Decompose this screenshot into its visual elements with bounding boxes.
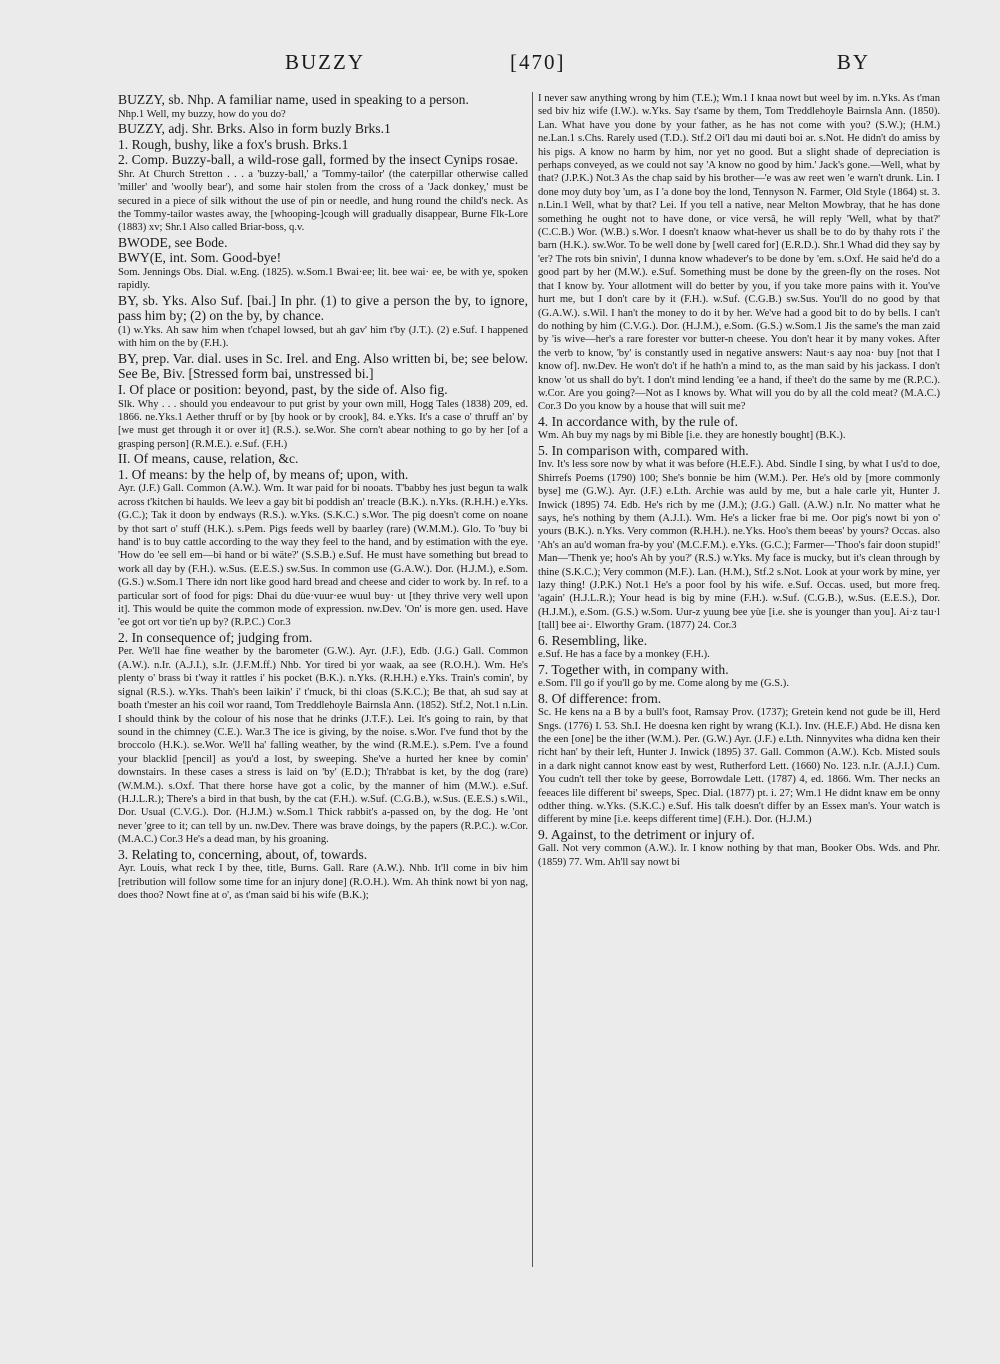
- sense-heading: 1. Rough, bushy, like a fox's brush. Brks.1: [118, 136, 349, 152]
- citation-paragraph: I never saw anything wrong by him (T.E.); Wm.1 I knaa nowt but weel by im. n.Yks. As t'man sed biv hiz wife (I.W.). w.Yks. Say t'same by them, Tom Treddlehoyle Bairnsla Ann. (1850). Lan. What have you done by your father, as he has not come with you? (S.W.); (H.M.) ne.Lan.1 s.Chs. Rarely used (T.D.). Stf.2 Oi'l dəu mi dəuti boi ər. s.Not. He didn't do amiss by his pigs. A know no harm by him, nor yet no good. But a slight shade of depreciation is perhaps conveyed, as we could not say 'A know no good by him.' Jack's gone.—Well, what by that? (J.P.K.) Not.3 As the chap said by his brother—'e was aw reet wen 'e warn't drunk. Lin. I done moy duty boy 'um, as I 'a done boy the lond, Tennyson N. Farmer, Old Style (1864) st. 3. n.Lin.1 Well, what by that? Lei. If you tell a native, near Melton Mowbray, that he has done something he ought not to have done, or vice versâ, he will reply 'Well, what by that?' (C.C.B.) Wor. (W.B.) s.Wor. I doesn't knaow what-hever us shall be to do by thahy rots i' the barn (H.K.). sw.Wor. To be well done by [well cared for] (E.R.D.). Shr.1 Whad did they say by 'er? The rots bin snivin', I dunna know whadever's to be done by 'em. s.Oxf. He said he'd do a good part by her (M.W.). e.Suf. Something must be done by the green-fly on the roses. Not that I know by. Your allotment will do better by you, if you take more pains with it. You've hurt me, but I don't care by it (F.H.). w.Suf. (C.G.B.) sw.Sus. You'll do no good by that (G.A.W.). s.Wil. I han't the money to do it by her. We've had a good bit to do by bells. I can't do nothing by him (C.V.G.). Dor. (H.J.M.), e.Som. (G.S.) w.Som.1 Jis the same's the man zaid by 'is wive—her's a rare forester vor butter-n cheese. You don't hear it by many vokes. After the verb to know, 'by' is constantly used in negative answers: Naut·s aay noa· buy [not that I know of]. nw.Dev. He won't do't if he hath'n a mind to, as the man said by his jackass. I don't know 'ot us shall do by't. I don't mind lending 'ee a hand, if thee't do the same by me (R.P.C.). w.Cor. Are you going?—Not as I knows by. What will you do by all the cold meat? (M.A.C.) Cor.3 Do you know by a house that will suit me?: [538, 93, 940, 413]
- header-left-word: BUZZY: [285, 50, 365, 74]
- citation-paragraph: e.Som. I'll go if you'll go by me. Come along by me (G.S.).: [538, 678, 789, 690]
- citation-paragraph: Wm. Ah buy my nags by mi Bible [i.e. they are honestly bought] (B.K.).: [538, 430, 846, 442]
- sense-heading: 3. Relating to, concerning, about, of, towards.: [118, 846, 368, 862]
- sense-heading: 1. Of means: by the help of, by means of; upon, with.: [118, 466, 409, 482]
- citation-paragraph: Ayr. Louis, what reck I by thee, title, Burns. Gall. Rare (A.W.). Nhb. It'll come in biv him [retribution will follow some time for an injury done] (R.O.H.). Wm. Ah think nowt bi yon nag, does thoo? Nowt fine at o', as t'man said bi his wife (B.K.);: [118, 863, 528, 901]
- citation-paragraph: Ayr. (J.F.) Gall. Common (A.W.). Wm. It war paid for bi nooats. T'babby hes just begun ta walk across t'kitchen bi haulds. We leev a gay bit bi poddish an' treacle (B.K.). n.Yks. (R.H.H.) e.Yks. (G.C.); Tak it doon by endways (R.S.). w.Yks. (S.K.C.) s.Wor. The pig doesn't come on noane by thot sart o' stuff (H.K.). s.Pem. Pigs feeds well by baarley (rare) (W.M.M.). Glo. To 'buy bi hand' is to buy cattle according to the way they feel to the hand, and by estimation with the eye. 'How do 'ee sell em—bi hand or bi wäte?' (S.S.B.) e.Suf. He must have something but bread to work all day by (F.H.). w.Sus. (E.E.S.) sw.Sus. In common use (G.A.W.). Dor. (H.J.M.), e.Som. (G.S.) w.Som.1 There idn nort like good hard bread and cheese and cider to work by. In ref. to a particular sort of food for pigs: Dhai du dùe·vuur·ee wuul buy· ut [they thrive very well upon it]. This would be quite the common mode of expression. nw.Dev. 'On' is more gen. used. Have 'ee got ort vor tie'n up by? (R.P.C.) Cor.3: [118, 483, 528, 629]
- dictionary-entry: BY, sb. Yks. Also Suf. [bai.] In phr. (1) to give a person the by, to ignore, pass him by; (2) on the by, by chance.: [118, 292, 528, 324]
- column-divider: [532, 92, 533, 1267]
- left-column: [118, 92, 528, 1292]
- sense-heading: II. Of means, cause, relation, &c.: [118, 451, 299, 467]
- sense-heading: I. Of place or position: beyond, past, by the side of. Also fig.: [118, 382, 448, 397]
- citation-paragraph: Sc. He kens na a B by a bull's foot, Ramsay Prov. (1737); Gretein kend not gude be ill, Herd Sngs. (1776) I. 53. Sh.I. He doesna ken right by wrang (K.I.). Inv. (H.E.F.) Abd. He disna ken the een [one] be the ither (W.M.). Per. (G.W.) Ayr. (J.F.) e.Lth. Ninnyvites wha didna ken their richt han' by their left, Hunter J. Inwick (1895) 37. Gall. Common (A.W.). Kcb. Misted souls in a dark night cannot know east by west, Rutherford Lett. (1660) No. 123. n.Ir. (A.J.I.) Cum. You cudn't tell ther toke by geese, Borrowdale Lett. (1787) 4, ed. 1866. Wm. Ther necks an feeaces lile different bi' sweeps, Spec. Dial. (1877) pt. i. 27; Wm.1 He didnt knaw em be onny odther thing. w.Yks. (S.K.C.) e.Suf. His talk doesn't differ by an Essex man's. Your watch is different by mine [i.e. keeps different time] (F.H.). Dor. (H.J.M.): [538, 707, 940, 826]
- sense-heading: 8. Of difference: from.: [538, 690, 662, 706]
- citation-paragraph: Slk. Why . . . should you endeavour to put grist by your own mill, Hogg Tales (1838) 209, ed. 1866. ne.Yks.1 Aether thruff or by [by hook or by crook], 84. e.Yks. It's a case o' thruff an' by [we must get through it or over it] (R.S.). se.Wor. She corn't abear nothing to go by her [of a grasping person] (R.M.E.). e.Suf. (F.H.): [118, 398, 528, 450]
- citation-paragraph: Nhp.1 Well, my buzzy, how do you do?: [118, 108, 286, 120]
- citation-paragraph: Per. We'll hae fine weather by the barometer (G.W.). Ayr. (J.F.), Edb. (J.G.) Gall. Common (A.W.). n.Ir. (A.J.I.), s.Ir. (J.F.M.ff.) Nhb. Yor tired bi yor waak, aa see (R.O.H.). Wm. He's plenty o' brass bi t'way it rattles i' his pocket (B.K.). n.Yks. (R.H.H.) e.Yks. Train's comin', by signal (R.S.). w.Yks. Thah's been laikin' i' t'muck, bi thi cloas (S.K.C.); Be that, ah sud say at boath t'mester an his coil wor raand, Tom Treddlehoyle Bairnsla Ann. (1852). Stf.2, Not.1 n.Lin. I should think by the colour of his nose that he drinks (J.T.F.). Lei. It's going to rain, by that sound in the chimney (C.E.). War.3 The ice is giving, by the noise. s.Wor. I've fund thot by the broccolo (H.K.). se.Wor. We'll ha' falling weather, by the wind (R.M.E.). s.Pem. I've a found your blacklid [pencil] as you'd a lost, by sweeping. She've a hurted her knee by comin' downstairs. In these cases a stress is laid on 'by' (E.D.); Th'rabbat is ket, by the dog (rare) (W.M.M.). s.Oxf. That there horse have got a colic, by the manner of him (M.W.). e.Suf. (H.J.L.R.); There's a bird in that bush, by the cat (F.H.). w.Suf. (C.G.B.), w.Sus. (E.E.S.) s.Wil., Dor. Usual (C.V.G.). Dor. (H.J.M.) w.Som.1 Thick rabbit's a-passed on, by the dog. He 'ont never 'gree to it; can tell by un. nw.Dev. There was brave doings, by the papers (R.P.C.). w.Cor. (M.A.C.) Cor.3 He's a dead man, by his groaning.: [118, 646, 528, 846]
- sense-heading: 2. Comp. Buzzy-ball, a wild-rose gall, formed by the insect Cynips rosae.: [118, 152, 519, 168]
- citation-paragraph: Gall. Not very common (A.W.). Ir. I know nothing by that man, Booker Obs. Wds. and Phr. (1859) 77. Wm. Ah'll say nowt bi: [538, 843, 940, 868]
- sense-heading: 4. In accordance with, by the rule of.: [538, 413, 739, 429]
- dictionary-entry: BWY(E, int. Som. Good-bye!: [118, 250, 282, 266]
- citation-paragraph: Som. Jennings Obs. Dial. w.Eng. (1825). w.Som.1 Bwai·ee; lit. bee wai· ee, be with ye, spoken rapidly.: [118, 267, 528, 292]
- sense-heading: 2. In consequence of; judging from.: [118, 629, 313, 645]
- right-column: [538, 92, 940, 1272]
- dictionary-entry: BUZZY, adj. Shr. Brks. Also in form buzly Brks.1: [118, 121, 391, 136]
- dictionary-entry: BWODE, see Bode.: [118, 234, 228, 250]
- running-header: [90, 50, 870, 90]
- citation-paragraph: Inv. It's less sore now by what it was before (H.E.F.). Abd. Sindle I sing, by what I us'd to doe, Shirrefs Poems (1790) 100; She's bonnie be him (W.M.). Per. He's old by [more commonly byse] me (G.W.). Ayr. (J.F.) e.Lth. Archie was auld by me, but a hale carle yit, Hunter J. Inwick (1895) 74. Edb. He's rich by me (J.M.); (J.G.) Gall. (A.W.) n.Ir. No matter what he says, he's nothing by them (A.J.I.). Wm. He's a licker frae bi me. Oor pig's nowt bi yon o' yours (B.K.). n.Yks. Very common (R.H.H.). ne.Yks. Hoo's them beeas' by yours? Occas. also 'Ah's an au'd woman fra-by you' (M.C.F.M.). e.Yks. (G.C.); Farmer—'Thoo's fair doon stupid!' Man—'Thenk ye; hoo's Ah by you?' (R.S.) w.Yks. My face is mucky, but it's clean through by thine (S.K.C.); Very common (M.F.). Lan. (H.M.), Stf.2 s.Not. Look at your work by mine, yer lazy thing! (J.P.K.) Not.1 He's a poor fool by his wife. e.Suf. Occas. used, but more freq. 'again' (H.J.L.R.); Your head is big by mine (F.H.). w.Suf. (C.G.B.), w.Sus. (E.E.S.), Dor. (H.J.M.), e.Som. (G.S.) w.Som. Uur-z yuung bee yùe [i.e. she is younger than you]. Ai·z tau·l [tall] bee ai·. Elworthy Gram. (1877) 24. Cor.3: [538, 459, 940, 632]
- page-number: [470]: [510, 50, 566, 74]
- sense-heading: 5. In comparison with, compared with.: [538, 442, 749, 458]
- header-right-word: BY: [836, 50, 870, 74]
- sense-heading: 7. Together with, in company with.: [538, 661, 729, 677]
- sense-heading: 9. Against, to the detriment or injury of.: [538, 826, 755, 842]
- dictionary-entry: BUZZY, sb. Nhp. A familiar name, used in speaking to a person.: [118, 92, 469, 107]
- citation-paragraph: Shr. At Church Stretton . . . a 'buzzy-ball,' a 'Tommy-tailor' (the caterpillar otherwise called 'miller' and 'woolly bear'), and some hair stolen from the cross of a 'Jack donkey,' must be secured in a piece of silk without the use of pin or needle, and hung round the child's neck. As the Tommy-tailor wastes away, the [whooping-]cough will gradually disappear, Burne Flk-Lore (1883) xv; Shr.1 Also called Briar-boss, q.v.: [118, 168, 528, 234]
- sense-heading: 6. Resembling, like.: [538, 632, 648, 648]
- dictionary-entry: BY, prep. Var. dial. uses in Sc. Irel. and Eng. Also written bi, be; see below. See Be, Biv. [Stressed form bai, unstressed bi.]: [118, 350, 528, 382]
- citation-paragraph: (1) w.Yks. Ah saw him when t'chapel lowsed, but ah gav' him t'by (J.T.). (2) e.Suf. I happened with him on the by (F.H.).: [118, 325, 528, 350]
- citation-paragraph: e.Suf. He has a face by a monkey (F.H.).: [538, 649, 710, 661]
